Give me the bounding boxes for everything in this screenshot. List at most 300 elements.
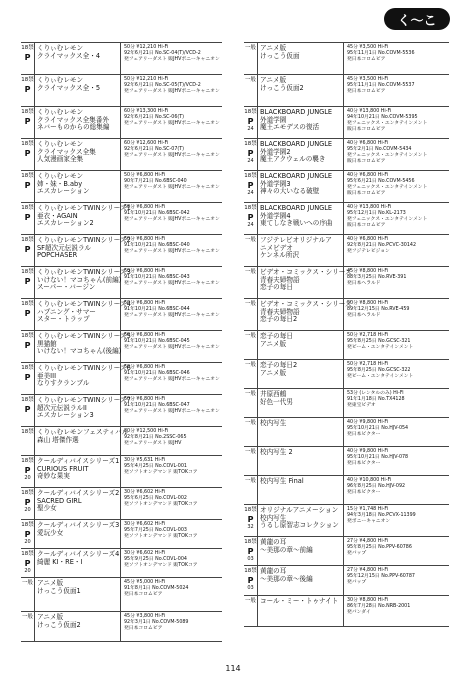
title-line: うるし原智志コレクション [260, 521, 339, 530]
title-line: 外道学園3 [260, 179, 291, 188]
title-line: 外道学園 [260, 115, 287, 124]
catalog-entry [21, 42, 222, 74]
detail-line: 91年10月21日 No.6BSC-046 [124, 371, 190, 377]
title-line: 好色一代男 [260, 397, 293, 406]
detail-line: 95年11月1日 No.COVM-5537 [347, 83, 415, 89]
title-line: POPCHASER [37, 251, 78, 260]
title-line: くりぃむレモンTWINシリーズ6 [37, 364, 131, 372]
entry-title [35, 578, 121, 611]
title-line: 黄龍の耳 [260, 567, 287, 575]
rating-number: 24 [247, 189, 254, 196]
detail-line: 発フェニックス・エンタテインメント [347, 153, 428, 159]
entry-details [121, 235, 223, 266]
title-line: 校内写生 [260, 513, 287, 522]
detail-line: 95年10月21日 No.HJV-078 [347, 455, 409, 461]
detail-line: 40分 ¥6,800 Hi-Fi [347, 237, 389, 242]
rating-cell [244, 267, 258, 298]
title-line: 黄龍の耳 [260, 538, 287, 546]
title-line: アニメ版 [260, 368, 287, 377]
detail-line: 92年8月21日 No.PCVC-30142 [347, 243, 417, 249]
title-line: ビデオ・コミックス・シリーズ [260, 268, 352, 276]
rating-cell [244, 389, 258, 417]
rating-cell [21, 549, 35, 577]
detail-line: 95年11月1日 No.COVM-5536 [347, 51, 415, 57]
detail-line: 発フェアリーダスト 販JHV [124, 441, 182, 447]
rating-label: 一般 [244, 420, 256, 426]
detail-line: 88年3月25日 No.RVE-391 [347, 275, 407, 281]
title-line: アニメ版 [260, 44, 287, 52]
detail-line: 発フェアリーダスト 販JHVポニーキャニオン [124, 153, 220, 159]
detail-line: 95年4月25日 No.COVL-001 [124, 464, 187, 470]
catalog-entry [21, 362, 222, 394]
detail-line: 45分 ¥8,800 Hi-Fi [347, 269, 389, 274]
detail-line: 60分 ¥12,600 Hi-Fi [124, 141, 169, 146]
entry-details [121, 488, 222, 519]
rating-label: 一般 [21, 614, 33, 620]
title-line: コール・ミー・トゥナイト [260, 597, 339, 605]
rating-label: 18禁 [244, 507, 257, 513]
detail-line: 95年6月25日 No.COVL-002 [124, 496, 187, 502]
title-line: けっこう仮面1 [37, 586, 81, 595]
detail-line: 50分 ¥12,210 Hi-Fi [124, 77, 169, 82]
detail-line: 89年12月15日 No.RVE-459 [347, 307, 410, 313]
detail-line: 92年6月21日 No.SC-04(T)/VCD-2 [124, 51, 201, 57]
entry-details [344, 75, 449, 106]
detail-line: 発フェアリーダスト 販JHVポニーキャニオン [124, 185, 220, 191]
catalog-entry [21, 577, 222, 611]
rating-label: 一般 [244, 362, 256, 368]
detail-line: 発日本ビクター [347, 490, 381, 496]
entry-details [121, 203, 223, 234]
title-line: くりぃむレモンフェスティバル [37, 428, 129, 436]
entry-title [258, 299, 352, 330]
title-line: アニメ版 [260, 76, 287, 84]
detail-line: 発ポニーキャニオン [347, 519, 391, 525]
rating-cell [21, 520, 35, 548]
rating-cell [21, 578, 35, 611]
catalog-entry [244, 475, 449, 504]
detail-line: 95年12月1日 No.KL-2173 [347, 211, 406, 217]
title-line: 聖少女 [37, 504, 57, 513]
catalog-entry [21, 548, 222, 577]
rating-label: 一般 [244, 237, 256, 243]
rating-label: 18禁 [21, 333, 34, 339]
title-line: 愛玩少女 [37, 528, 64, 537]
entry-title [35, 107, 121, 138]
title-line: ネバーものからの総集編 [37, 123, 110, 132]
entry-details [344, 537, 449, 565]
entry-title [258, 331, 344, 359]
title-line: 井原西鶴 [260, 390, 287, 398]
detail-line: 92年3月1日 No.COVM-5089 [124, 620, 189, 626]
title-line: くりぃむレモンTWINシリーズ4 [37, 300, 131, 308]
rating-label: 18禁 [21, 490, 34, 496]
entry-details [344, 235, 449, 266]
detail-line: 50分 ¥6,800 Hi-Fi [124, 205, 166, 210]
title-line: クールディバイスシリーズ4 [37, 550, 120, 558]
entry-title [35, 267, 131, 298]
rating-prefix: P [24, 52, 31, 62]
rating-label: 18禁 [21, 429, 34, 435]
detail-line: 91年10月21日 No.6BSC-043 [124, 275, 190, 281]
entry-title [35, 139, 121, 170]
rating-label: 18禁 [21, 173, 34, 179]
rating-cell [21, 203, 35, 234]
detail-line: 発フェニックス・エンタテインメント [347, 185, 428, 191]
detail-line: 発日本ヘラルド [347, 313, 381, 319]
rating-cell [21, 299, 35, 330]
detail-line: 発日本ヘラルド [347, 281, 381, 287]
title-line: くりぃむレモン [37, 140, 84, 148]
rating-cell [21, 235, 35, 266]
title-line: 外道学園4 [260, 211, 291, 220]
entry-title [35, 395, 131, 426]
detail-line: 95年2月1日 No.COVM-5434 [347, 147, 412, 153]
entry-title [35, 488, 121, 519]
rating-number: 20 [24, 474, 31, 481]
rating-cell [21, 139, 35, 170]
entry-details [121, 299, 223, 330]
rating-number: 24 [247, 125, 254, 132]
entry-title [35, 456, 121, 487]
detail-line: 53分 (レンタルのみ) Hi-Fi [347, 391, 404, 396]
catalog-entry [244, 504, 449, 536]
rating-label: 一般 [244, 45, 256, 51]
rating-cell [244, 418, 258, 446]
title-line: なりすクランブル [37, 379, 90, 388]
rating-prefix: P [247, 212, 254, 222]
catalog-entry [244, 330, 449, 359]
rating-cell [21, 267, 35, 298]
catalog-entry [244, 417, 449, 446]
title-line: フジテレビオリジナルア [260, 236, 332, 244]
catalog-entry [244, 565, 449, 595]
rating-number: 20 [24, 538, 31, 545]
catalog-entry [244, 298, 449, 330]
entry-title [35, 363, 131, 394]
catalog-entry [21, 138, 222, 170]
title-line: 奇妙な果実 [37, 472, 70, 481]
detail-line: 発日本ビクター [347, 461, 381, 467]
entry-details [344, 203, 449, 234]
entry-title [258, 75, 344, 106]
detail-line: 30分 ¥6,602 Hi-Fi [124, 551, 166, 556]
entry-details [121, 456, 222, 487]
title-line: けっこう仮面2 [37, 620, 81, 629]
entry-details [121, 171, 223, 202]
rating-label: 18禁 [244, 539, 257, 545]
entry-title [35, 612, 121, 641]
detail-line: 95年8月25日 No.GCSC-321 [347, 339, 411, 345]
detail-line: 40分 ¥10,800 Hi-Fi [347, 478, 392, 483]
detail-line: 50分 ¥6,800 Hi-Fi [124, 333, 166, 338]
catalog-entry [21, 394, 222, 426]
detail-line: 50分 ¥2,718 Hi-Fi [347, 362, 389, 367]
title-line: 恋子の毎日2 [260, 315, 298, 324]
detail-line: 販日本コロムビア [347, 223, 386, 229]
catalog-entry [244, 446, 449, 475]
title-line: 〜美那の章〜後編 [260, 574, 313, 583]
title-line: BLACKBOARD JUNGLE [260, 204, 333, 212]
catalog-entry [21, 298, 222, 330]
title-line: クライマックス全集番外 [37, 115, 110, 124]
detail-line: 45分 ¥5,000 Hi-Fi [124, 580, 166, 585]
detail-line: 発フェアリーダスト 販JHVポニーキャニオン [124, 249, 220, 255]
detail-line: 30分 ¥6,602 Hi-Fi [124, 522, 166, 527]
title-line: BLACKBOARD JUNGLE [260, 172, 333, 180]
rating-cell [244, 447, 258, 475]
title-line: BLACKBOARD JUNGLE [260, 108, 333, 116]
detail-line: 27分 ¥4,800 Hi-Fi [347, 539, 389, 544]
detail-line: 販日本コロムビア [347, 191, 386, 197]
rating-label: 一般 [21, 580, 33, 586]
entry-details [344, 331, 449, 359]
detail-line: 91年1月18日 No.TX4128 [347, 397, 405, 403]
title-line: 魔王アクウェルの襲き [260, 155, 326, 164]
detail-line: 95年9月25日 No.COVL-004 [124, 557, 187, 563]
title-line: エスカレーション [37, 187, 90, 196]
entry-title [258, 139, 344, 170]
rating-label: 18禁 [244, 205, 257, 211]
detail-line: 40分 ¥6,800 Hi-Fi [347, 141, 389, 146]
title-line: くりぃむレモン [37, 76, 84, 84]
detail-line: 発日本コロムビア [347, 57, 386, 63]
detail-line: 50分 ¥6,800 Hi-Fi [124, 301, 166, 306]
rating-cell [244, 139, 258, 170]
rating-cell [244, 537, 258, 565]
entry-title [258, 447, 344, 475]
entry-details [344, 107, 449, 138]
title-line: オリジナルアニメーション [260, 506, 339, 514]
catalog-entry [21, 426, 222, 455]
entry-title [258, 476, 344, 504]
title-line: くりぃむレモン [37, 108, 84, 116]
detail-line: 15分 ¥1,748 Hi-Fi [347, 507, 389, 512]
detail-line: 91年8月1日 No.COVM-5024 [124, 586, 189, 592]
rating-label: 18禁 [21, 397, 34, 403]
entry-details [344, 43, 449, 74]
catalog-entry [244, 234, 449, 266]
title-line: いけない！マコちゃん(後編) [37, 347, 122, 356]
rating-label: 18禁 [244, 109, 257, 115]
rating-label: 18禁 [21, 301, 34, 307]
detail-line: 50分 ¥6,800 Hi-Fi [124, 397, 166, 402]
title-line: くりぃむレモンTWINシリーズ1 [37, 204, 131, 212]
catalog-entry [244, 536, 449, 565]
entry-title [258, 360, 344, 388]
rating-cell [244, 235, 258, 266]
entry-details [344, 596, 449, 626]
rating-prefix: P [247, 180, 254, 190]
detail-line: 45分 ¥3,800 Hi-Fi [124, 614, 166, 619]
rating-cell [21, 75, 35, 106]
entry-details [121, 549, 222, 577]
detail-line: 50分 ¥6,800 Hi-Fi [124, 237, 166, 242]
rating-cell [244, 107, 258, 138]
detail-line: 発日本コロムビア [124, 592, 163, 598]
detail-line: 95年8月25日 No.GCSC-322 [347, 368, 411, 374]
catalog-entry [244, 74, 449, 106]
rating-cell [244, 171, 258, 202]
entry-title [35, 43, 121, 74]
rating-cell [244, 75, 258, 106]
rating-label: 18禁 [21, 237, 34, 243]
detail-line: 発フジテレビジョン [347, 249, 390, 255]
title-line: 校内写生 2 [260, 448, 293, 456]
rating-label: 18禁 [21, 269, 34, 275]
catalog-entry [21, 74, 222, 106]
detail-line: 95年7月25日 No.COVL-003 [124, 528, 187, 534]
rating-prefix: P [247, 148, 254, 158]
detail-line: 発バップ [347, 580, 367, 586]
rating-label: 18禁 [21, 45, 34, 51]
detail-line: 発日本コロムビア [347, 89, 386, 95]
rating-label: 18禁 [21, 522, 34, 528]
entry-details [121, 75, 223, 106]
rating-cell [244, 203, 258, 234]
entry-title [258, 267, 352, 298]
entry-details [121, 107, 223, 138]
entry-title [258, 505, 344, 536]
title-line: CURIOUS FRUIT [37, 464, 89, 473]
catalog-entry [244, 138, 449, 170]
detail-line: 発フェアリーダスト 販JHVポニーキャニオン [124, 121, 220, 127]
title-line: 校内写生 [260, 419, 287, 427]
title-line: クライマックス全集 [37, 147, 96, 156]
rating-cell [21, 171, 35, 202]
rating-cell [244, 299, 258, 330]
rating-label: 18禁 [21, 77, 34, 83]
detail-line: 発ソフトオンデマンド 販TOKコア [124, 502, 198, 508]
rating-prefix: P [247, 546, 254, 556]
detail-line: 45分 ¥3,500 Hi-Fi [347, 45, 389, 50]
entry-title [258, 43, 344, 74]
entry-title [35, 75, 121, 106]
detail-line: 50分 ¥8,800 Hi-Fi [347, 301, 389, 306]
section-tab: く〜こ [384, 8, 450, 30]
title-line: ケンネル所沢 [260, 251, 300, 260]
detail-line: 発フェニックス・エンタテインメント [347, 217, 428, 223]
rating-cell [21, 612, 35, 641]
detail-line: 発フェアリーダスト 販JHVポニーキャニオン [124, 409, 220, 415]
catalog-entry [21, 330, 222, 362]
title-line: エスカレーション3 [37, 411, 94, 420]
rating-prefix: P [24, 340, 31, 350]
title-line: 恋子の毎日 [260, 283, 293, 292]
entry-title [258, 203, 344, 234]
title-line: 綺麗 KI・RE・I [37, 557, 83, 566]
rating-cell [21, 107, 35, 138]
title-line: 〜美那の章〜前編 [260, 545, 313, 554]
rating-label: 一般 [244, 301, 256, 307]
title-line: スーパー・バージン [37, 283, 96, 292]
rating-label: 一般 [244, 391, 256, 397]
entry-title [35, 331, 131, 362]
detail-line: 30分 ¥8,800 Hi-Fi [347, 598, 389, 603]
rating-cell [21, 395, 35, 426]
rating-label: 18禁 [21, 141, 34, 147]
rating-label: 一般 [244, 478, 256, 484]
left-column [21, 42, 222, 642]
detail-line: 発バンダイ [347, 610, 371, 616]
catalog-entry [244, 359, 449, 388]
rating-cell [21, 427, 35, 455]
rating-prefix: P [24, 529, 31, 539]
rating-label: 一般 [244, 598, 256, 604]
detail-line: 発ビーム・エンタテインメント [347, 345, 414, 351]
entry-details [121, 612, 222, 641]
rating-cell [244, 331, 258, 359]
entry-title [35, 520, 121, 548]
detail-line: 40分 ¥13,800 Hi-Fi [347, 205, 392, 210]
entry-details [344, 139, 449, 170]
detail-line: 発ソフトオンデマンド 販TOKコア [124, 534, 198, 540]
detail-line: 発フェアリーダスト 販JHVポニーキャニオン [124, 89, 220, 95]
rating-label: 18禁 [21, 205, 34, 211]
entry-title [35, 299, 131, 330]
detail-line: 発東宝ビデオ [347, 403, 376, 409]
entry-details [344, 267, 449, 298]
title-line: いけない！マコちゃん(前編) [37, 275, 122, 284]
detail-line: 86年7月28日 No.NRB-2001 [347, 604, 411, 610]
title-line: アニメ版 [37, 613, 64, 621]
entry-details [344, 171, 449, 202]
catalog-entry [244, 42, 449, 74]
detail-line: 92年8月21日 No.2SSC-065 [124, 435, 187, 441]
rating-cell [21, 456, 35, 487]
title-line: 恋子の毎日2 [260, 361, 298, 369]
detail-line: 30分 ¥5,631 Hi-Fi [124, 458, 166, 463]
rating-number: 20 [24, 567, 31, 574]
title-line: くりぃむレモン [37, 44, 84, 52]
catalog-entry [244, 388, 449, 417]
entry-title [258, 418, 344, 446]
rating-prefix: P [247, 514, 254, 524]
rating-prefix: P [24, 116, 31, 126]
entry-title [258, 107, 344, 138]
detail-line: 販日本コロムビア [347, 159, 386, 165]
catalog-entry [21, 234, 222, 266]
catalog-entry [21, 611, 222, 642]
entry-details [121, 520, 222, 548]
detail-line: 40分 ¥9,800 Hi-Fi [347, 420, 389, 425]
detail-line: 発フェニックス・エンタテインメント [347, 121, 428, 127]
rating-cell [21, 488, 35, 519]
catalog-entry [244, 202, 449, 234]
title-line: ニメビデオ [260, 243, 293, 252]
detail-line: 発日本コロムビア [124, 626, 163, 632]
title-line: くりぃむレモンTWINシリーズ7 [37, 396, 131, 404]
detail-line: 発フェアリーダスト 販JHVポニーキャニオン [124, 217, 220, 223]
title-line: くりぃむレモンTWINシリーズ5 [37, 332, 131, 340]
entry-title [258, 389, 344, 417]
title-line: 恋子の毎日 [260, 332, 293, 340]
entry-title [35, 171, 121, 202]
title-line: 青春夫婦物語 [260, 275, 300, 284]
rating-label: 18禁 [244, 173, 257, 179]
rating-prefix: P [24, 497, 31, 507]
rating-prefix: P [24, 148, 31, 158]
rating-number: 03 [247, 555, 254, 562]
detail-line: 50分 ¥2,718 Hi-Fi [347, 333, 389, 338]
detail-line: 95年12月15日 No.PPV-60787 [347, 574, 415, 580]
title-line: 亜美III [37, 371, 57, 380]
detail-line: 発日本ビクター [347, 432, 381, 438]
title-line: 青春夫婦物語 [260, 307, 300, 316]
rating-cell [244, 43, 258, 74]
detail-line: 発フェアリーダスト 販JHVポニーキャニオン [124, 313, 220, 319]
right-column [244, 42, 449, 627]
